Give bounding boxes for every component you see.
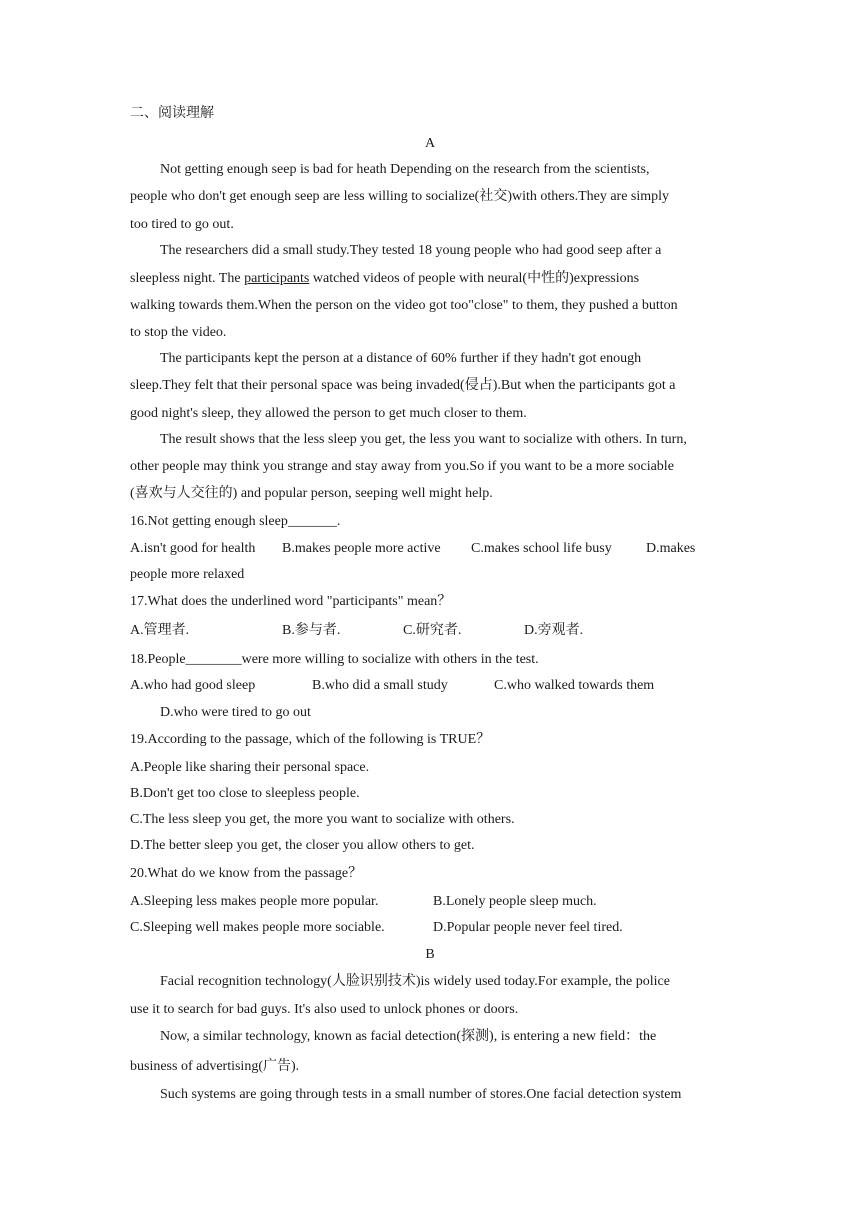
- line-text: watched videos of people with neural(中性的)expressions: [309, 271, 640, 286]
- passage-b-line: Such systems are going through tests in a small number of stores.One facial detection system: [160, 1087, 682, 1102]
- option-d: D.who were tired to go out: [160, 705, 311, 720]
- option-b: B.Lonely people sleep much.: [433, 894, 597, 909]
- passage-a-line: [130, 270, 639, 288]
- passage-b-label: B: [425, 947, 435, 962]
- passage-a-line: The result shows that the less sleep you get, the less you want to socialize with others. In turn,: [160, 432, 687, 447]
- option-b: B.makes people more active: [282, 541, 441, 556]
- option-c: C.The less sleep you get, the more you want to socialize with others.: [130, 812, 515, 827]
- option-c: C.makes school life busy: [471, 541, 612, 556]
- option-a: A.isn't good for health: [130, 541, 256, 556]
- question-stem: 19.According to the passage, which of the following is TRUE？: [130, 732, 491, 747]
- option-a: A.管理者.: [130, 623, 190, 638]
- question-stem: 16.Not getting enough sleep_______.: [130, 514, 341, 529]
- option-d: D.Popular people never feel tired.: [433, 920, 623, 935]
- passage-a-line: good night's sleep, they allowed the person to get much closer to them.: [130, 406, 527, 421]
- option-b: B.参与者.: [282, 623, 341, 638]
- option-a: A.who had good sleep: [130, 678, 256, 693]
- option-a: A.People like sharing their personal space.: [130, 760, 370, 775]
- passage-a-line: sleep.They felt that their personal space was being invaded(侵占).But when the participants got a: [130, 378, 676, 393]
- option-b: B.Don't get too close to sleepless people.: [130, 786, 360, 801]
- passage-a-label: A: [424, 136, 436, 151]
- passage-a-line: Not getting enough seep is bad for heath Depending on the research from the scientists,: [160, 162, 650, 177]
- passage-b-line: Now, a similar technology, known as facial detection(探测), is entering a new field：the: [160, 1029, 657, 1044]
- passage-a-line: walking towards them.When the person on the video got too"close" to them, they pushed a button: [130, 298, 678, 313]
- passage-a-line: people who don't get enough seep are less willing to socialize(社交)with others.They are simply: [130, 189, 670, 204]
- option-d: D.旁观者.: [524, 623, 584, 638]
- passage-a-line: The participants kept the person at a distance of 60% further if they hadn't got enough: [160, 351, 642, 366]
- passage-a-line: (喜欢与人交往的) and popular person, seeping well might help.: [130, 486, 493, 501]
- option-b: B.who did a small study: [312, 678, 448, 693]
- question-stem: 18.People________were more willing to socialize with others in the test.: [130, 652, 539, 667]
- passage-a-line: other people may think you strange and stay away from you.So if you want to be a more sociable: [130, 459, 674, 474]
- option-d-continued: people more relaxed: [130, 567, 245, 582]
- section-heading: 二、阅读理解: [130, 106, 214, 121]
- line-text: sleepless night. The: [130, 271, 245, 286]
- passage-a-line: to stop the video.: [130, 325, 227, 340]
- passage-a-line: The researchers did a small study.They tested 18 young people who had good seep after a: [160, 243, 662, 258]
- option-d: D.makes: [646, 541, 696, 556]
- option-c: C.研究者.: [403, 623, 462, 638]
- option-c: C.who walked towards them: [494, 678, 655, 693]
- option-c: C.Sleeping well makes people more sociable.: [130, 920, 385, 935]
- underlined-word: participants: [244, 271, 310, 286]
- question-stem: 17.What does the underlined word "participants" mean？: [130, 594, 452, 609]
- passage-a-line: too tired to go out.: [130, 217, 234, 232]
- option-d: D.The better sleep you get, the closer you allow others to get.: [130, 838, 475, 853]
- passage-b-line: Facial recognition technology(人脸识别技术)is widely used today.For example, the police: [160, 974, 670, 989]
- passage-b-line: business of advertising(广告).: [130, 1059, 300, 1074]
- option-a: A.Sleeping less makes people more popular.: [130, 894, 379, 909]
- question-stem: 20.What do we know from the passage？: [130, 866, 363, 881]
- passage-b-line: use it to search for bad guys. It's also used to unlock phones or doors.: [130, 1002, 519, 1017]
